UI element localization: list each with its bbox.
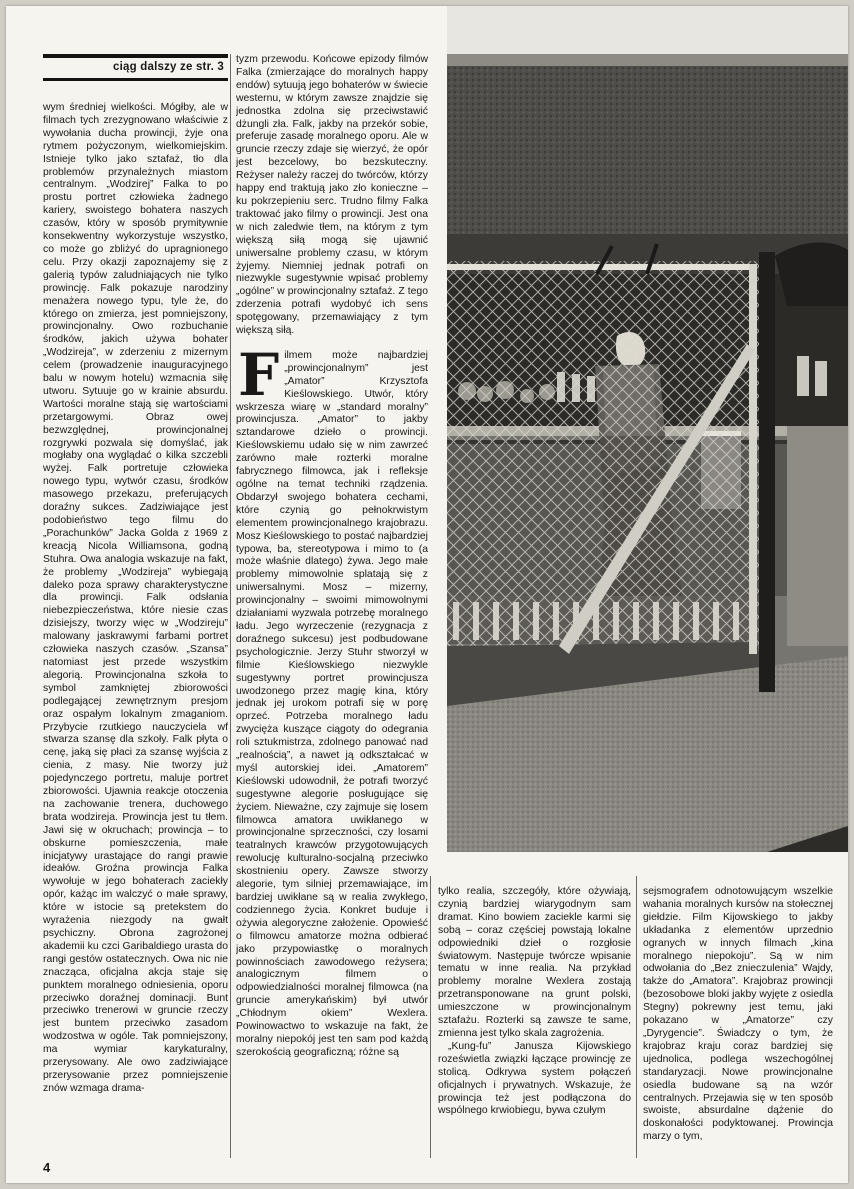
column-4-text: sejsmografem odnotowującym wszelkie wahania moralnych kursów na stołecznej giełdzie. Film Kijowskiego to jakby układanka z elementów uprzednio ogranych w innych filmach „kina moralnego niepokoju”. Są w nim odwołania do „Bez znieczulenia” Wajdy, także do „Amatora”. Krajobraz prowincji (bezosobowe bloki jakby wyjęte z osiedla Stegny) pokrewny jest temu, jaki pokazano w „Amatorze” czy „Dyrygencie”. Świadczy o tym, że krajobraz kraju coraz bardziej się ujednolica, podlega wszechogólnej standaryzacji. Nowe prowincjonalne osiedla budowane są na wzór centralnych. Przejawia się w ten sposób swoiste, absurdalne dążenie do doskonałości podyktowanej. Prowincja marzy o tym, — [643, 886, 833, 1143]
text-column-1 — [43, 102, 228, 1158]
text-column-2 — [236, 54, 428, 1158]
fence-photograph — [447, 6, 848, 852]
column-divider — [230, 54, 231, 1158]
header-rule-bottom — [43, 78, 228, 81]
page-number: 4 — [43, 1160, 51, 1175]
column-divider — [430, 876, 431, 1158]
column-2-body: ilmem może najbardziej „prowincjonalnym” jest „Amator” Krzysztofa Kieślowskiego. Utwór, który wskrzesza wiarę w „standard moralny” prowincjusza. „Amator” to jakby sztandarowe dzieło o prowincji. Kieślowskiemu udało się w nim zawrzeć zarówno małe rozterki moralne fabrycznego filmowca, jak i refleksje ogólne na temat techniki rządzenia. Obdarzył swojego bohatera cechami, które czynią go pełnokrwistym elementem prowincjonalnego krajobrazu. Mosz Kieślowskiego to postać najbardziej typowa, ba, stereotypowa i mimo to (a może właśnie dlatego) żywa. Jego małe problemy mimowolnie splatają się z uniwersalnymi. Mosz – mizerny, prowincjonalny – swoimi mimowolnymi działaniami wyzwala potrzebę moralnego ładu. Jego wyrzeczenie (rezygnacja z doraźnego sukcesu) jest podbudowane psychologicznie. Jerzy Stuhr stworzył w filmie Kieślowskiego niezwykle sugestywny portret prowincjusza uwodzonego przez magię kina, który jednak jej urokom potrafi się w porę oprzeć. Potrzeba moralnego ładu zwycięża kuszące ciągoty do odegrania roli sztukmistrza, zdolnego panować nad „realnością”, a nawet ją odkształcać w myśl autorskiej idei. „Amatorem” Kieślowski udowodnił, że potrafi tworzyć sugestywne alegorie posługujące się życiem. Nieważne, czy zajmuje się losem filmowca amatora uwikłanego w prowincjonalne sprzeczności, czy losami teatralnych krawców przygotowujących rewolucję kulturalno-socjalną przeciwko skostnieniu opery. Zawsze stworzy alegorie, tym silniej przemawiające, im bardziej uwikłane są w realia zwykłego, codziennego życia. Konkret buduje i ożywia alegoryczne założenie. Opowieść o filmowcu amatorze można odbierać jako przypowiastkę o moralnych powinnościach zawodowego reżysera; analogicznym filmem o odpowiedzialności moralnej filmowca (na gruncie amerykańskim) był utwór „Chłodnym okiem” Wexlera. Powinowactwo to wskazuje na fakt, że moralny niepokój jest ten sam pod każdą szerokością geograficzną; różne są — [236, 349, 428, 1058]
drop-cap: F — [238, 340, 280, 409]
magazine-page — [6, 6, 848, 1183]
text-column-3 — [438, 886, 631, 1158]
column-2-text-b — [236, 340, 428, 1060]
continuation-label: ciąg dalszy ze str. 3 — [113, 61, 224, 73]
column-2-text-a: tyzm przewodu. Końcowe epizody filmów Falka (zmierzające do moralnych happy endów) sytuują jego bohaterów w świecie westernu, w którym zawsze znajdzie się jednostka zdolna się przeciwstawić dżungli zła. Falk, jakby na przekór sobie, preferuje zasadę moralnego oporu. Ale w gruncie rzeczy zdaje się wierzyć, że opór jest bezcelowy, bo bezskuteczny. Reżyser należy raczej do twórców, którzy happy end traktują jako zło konieczne – ku pokrzepieniu serc. Trudno filmy Falka traktować jako filmy o prowincji. Jest ona w nich zaledwie tłem, na którym z tym większą siłą mogą się ujawnić uniwersalne problemy czasu, w którym żyjemy. Niemniej jednak potrafi on niezwykle sugestywnie wpisać problemy „ogólne” w prowincjonalny sztafaż. Z tego zderzenia potrafi wydobyć ich sens spotęgowany, przemawiający z tym większą siłą. — [236, 54, 428, 337]
column-3-text-b: „Kung-fu” Janusza Kijowskiego roześwietla związki łączące prowincję ze stolicą. Odkrywa system połączeń oficjalnych i prywatnych. Wskazuje, że prowincja też jest podłączona do wspólnego krwiobiegu, bywa czułym — [438, 1040, 631, 1117]
column-1-text: wym średniej wielkości. Mógłby, ale w filmach tych zrezygnowano właściwie z wywołania ducha prowincji, żyje ona rytmem pożyczonym, wielkomiejskim. Istnieje tylko jako sztafaż, tło dla problemów przynależnych miastom centralnym. „Wodzirej” Falka to po prostu portret człowieka żadnego kariery, swoistego bohatera naszych czasów, który w sposób prymitywnie konsekwentny wykorzystuje wszystko, co może go zbliżyć do upragnionego celu. Przy okazji zapoznajemy się z galerią typów zaludniających nie tylko prowincję. Falk pokazuje narodziny menażera nowego typu, tyle że, do którego on zmierza, jest pomniejszony, prowincjonalny. Owo rozbuchanie środków, jakich używa bohater „Wodzireja”, w zderzeniu z mizernym celem (prowadzenie inauguracyjnego balu w nowym hotelu) wzmacnia siłę utworu. Sytuuje go w krainie absurdu. Wartości moralne stają się wartościami przetargowymi. Obraz owej bezwzględnej, prowincjonalnej rozgrywki pozwala się domyślać, jak mogłaby ona wyglądać o kilka szczebli wyżej. Falk portretuje człowieka nowego typu, wytwór czasu, środków masowego przekazu, preferujących doraźny sukces. Zadziwiające jest podobieństwo tego filmu do „Porachunków” Jacka Golda z 1969 z kreacją Nicola Williamsona, godną Stuhra. Owa analogia wskazuje na fakt, że problemy „Wodzireja” wybiegają daleko poza sprawy charakterystyczne dla prowincji. Falk odsłania niebezpieczeństwa, które niesie czas dzisiejszy, tworzy więc w „Wodzireju” malowany jaskrawymi farbami portret człowieka naszych czasów. „Szansa” natomiast jest przede wszystkim alegorią. Prowincjonalna szkoła to symbol zamkniętej zbiorowości podlegającej zewnętrznym presjom oraz ospałym lokalnym zmaganiom. Przybycie rzutkiego nauczyciela wf stwarza szansę dla szkoły. Falk płyta o cenę, jaką się płaci za szansę wyjścia z cienia, z masy. Nie tworzy już pojedynczego portretu, maluje portret zbiorowości. Ujawnia reakcje otoczenia na zachowanie trenera, duchowego brata wodzireja. Prowincja jest tu tłem. Jawi się w okruchach; prowincja – to obskurne pomieszczenia, małe inicjatywy urastające do rangi prawie ideałów. Groźna prowincja Falka wywołuje w jego bohaterach zaciekły opór, każąc im walczyć o małe sprawy, które w istocie są pretekstem do wyrażenia niezgody na gwałt psychiczny. Obrona zagrożonej akademii ku czci Garibaldiego urasta do rangi gestów ostatecznych. Owa nic nie znacząca, oficjalna akcja staje się punktem moralnego odniesienia, oporu przeciwko doraźnej dominacji. Bunt przeciwko trenerowi w gruncie rzeczy jest buntem przeciwko zasadom wodzostwa w ogóle. Tak pomniejszony, ma wymiar karykaturalny, przerysowany. Ale owo zadziwiające przerysowanie przez pomniejszenie znów wzmaga drama- — [43, 102, 228, 1094]
column-3-text-a: tylko realia, szczegóły, które ożywiają, czynią bardziej wiarygodnym sam dramat. Kino bowiem zaciekle karmi się sobą – coraz częściej powstają lokalne odpowiedniki dzieł o rozgłosie światowym. Następuje twórcze wpisanie tematu w inne realia. Na przykład problemy moralne Wexlera zostają przetransponowane na grunt polski, umieszczone w prowincjonalnym sztafażu. Rozterki są zawsze te same, zmienna jest tylko skala zagrożenia. — [438, 886, 631, 1039]
column-divider — [636, 876, 637, 1158]
continuation-header — [43, 54, 228, 94]
header-rule-top — [43, 54, 228, 58]
text-column-4 — [643, 886, 833, 1158]
